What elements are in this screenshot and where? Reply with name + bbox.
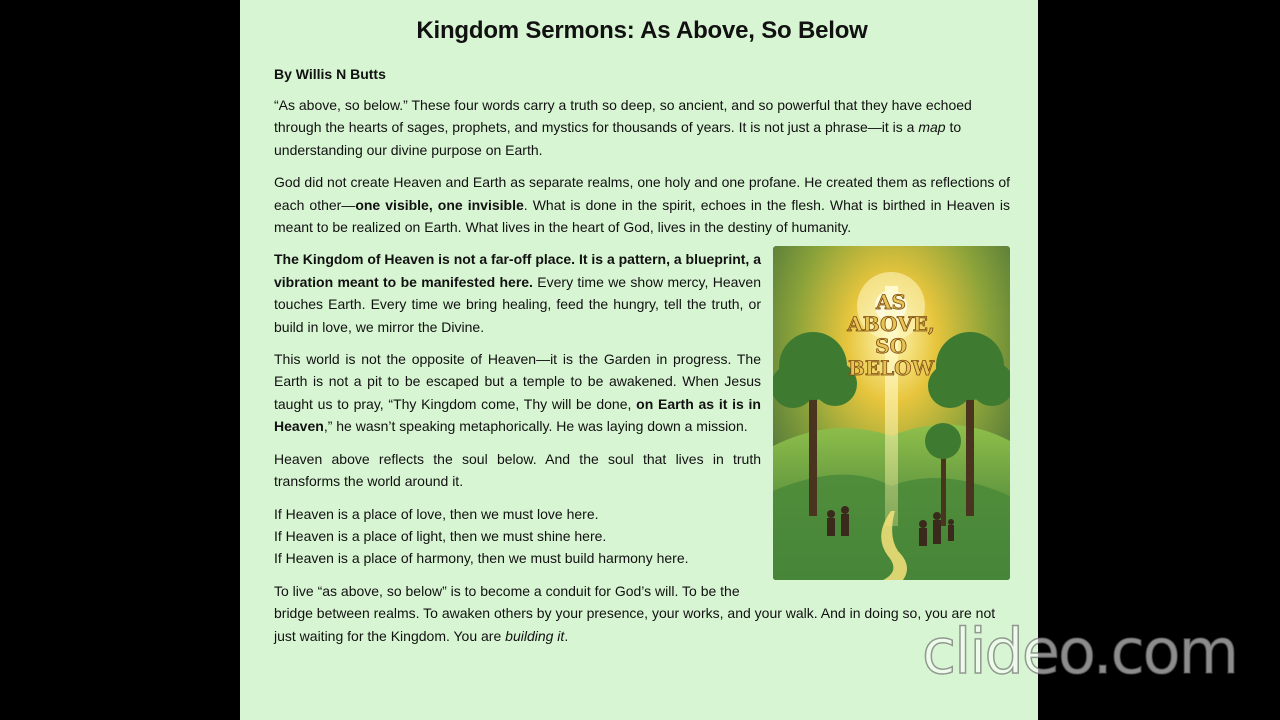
illustration-line-1: AS — [876, 290, 906, 315]
paragraph-3: The Kingdom of Heaven is not a far-off place. It is a pattern, a blueprint, a vibration meant to be manifested here. Every time we show mercy, Heaven touches Earth. Every time we bring healing, feed the hungry, tell the truth, or build in love, we mirror the Divine. — [274, 251, 761, 335]
illustration-line-2: ABOVE, — [847, 312, 935, 337]
illustration-line-3: SO — [875, 334, 907, 359]
document-page — [240, 0, 1038, 720]
heaven-line-light: If Heaven is a place of light, then we must shine here. — [274, 527, 607, 544]
paragraph-2: God did not create Heaven and Earth as separate realms, one holy and one profane. He created them as reflections of each other—one visible, one invisible. What is done in the spirit, echoes in the flesh. What is birthed in Heaven is meant to be realized on Earth. What lives in the heart of God, lives in the destiny of humanity. — [274, 174, 1010, 236]
illustration-line-4: BELOW — [847, 356, 935, 381]
paragraph-5: Heaven above reflects the soul below. And the soul that lives in truth transforms the world around it. — [274, 450, 761, 490]
heaven-line-love: If Heaven is a place of love, then we must love here. — [274, 505, 599, 522]
sermon-illustration — [773, 246, 1010, 580]
heaven-line-harmony: If Heaven is a place of harmony, then we must build harmony here. — [274, 550, 689, 567]
paragraph-1: “As above, so below.” These four words carry a truth so deep, so ancient, and so powerful that they have echoed through the hearts of sages, prophets, and mystics for thousands of years. It is not just a phrase—it is a map to understanding our divine purpose on Earth. — [274, 97, 972, 158]
clideo-watermark: clideo.com — [922, 615, 1238, 688]
paragraph-7: To live “as above, so below” is to become a conduit for God’s will. To be the bridge between realms. To awaken others by your presence, your works, and your walk. And in doing so, you are not just waiting for the Kingdom. You are building it. — [274, 582, 996, 644]
paragraph-4: This world is not the opposite of Heaven—it is the Garden in progress. The Earth is not a pit to be escaped but a temple to be awakened. When Jesus taught us to pray, “Thy Kingdom come, Thy will be done, on Earth as it is in Heaven,” he wasn’t speaking metaphorically. He was laying down a mission. — [274, 351, 761, 435]
document-author: By Willis N Butts — [274, 66, 386, 82]
document-title: Kingdom Sermons: As Above, So Below — [416, 17, 868, 44]
